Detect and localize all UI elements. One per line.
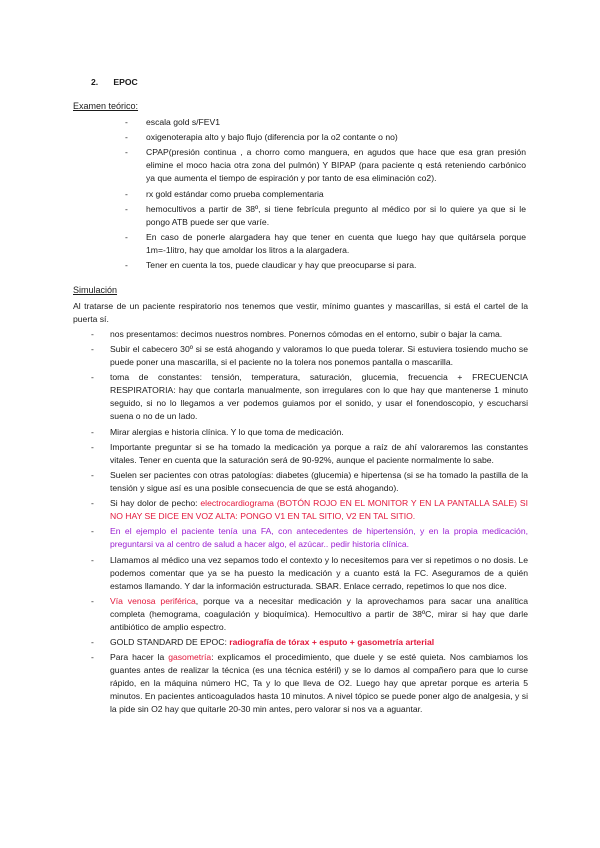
- list-item: - Si hay dolor de pecho: electrocardiograma (BOTÓN ROJO EN EL MONITOR Y EN LA PANTALLA SALE) SI NO HAY SE DICE EN VOZ ALTA: PONGO V1 EN TAL SITIO, V2 EN TAL SITIO.: [91, 498, 528, 522]
- examen-list: [125, 116, 526, 274]
- list-item: - Suelen ser pacientes con otras patologías: diabetes (glucemia) e hipertensa (si se ha tomado la pastilla de la tensión y sigue así es una posible consecuencia de que se está ahogando).: [91, 469, 528, 493]
- list-item: - Importante preguntar si se ha tomado la medicación ya porque a raíz de ahí valoraremos las constantes vitales. Tener en cuenta que la saturación será de 90-92%, aunque el paciente normalmente lo sabe.: [91, 441, 528, 465]
- simulacion-intro: Al tratarse de un paciente respiratorio nos tenemos que vestir, mínimo guantes y mascarillas, si está el cartel de la puerta sí.: [73, 301, 528, 324]
- list-item: - Llamamos al médico una vez sepamos todo el contexto y lo necesitemos para ver si repetimos o no dosis. Le podemos comentar que ya se ha puesto la medicación y a cuanto está la FC. Aseguramos de a quién estamos llamando. Y dar la información estructurada. SBAR. Enlace cerrado, repetimos lo que nos dice.: [91, 554, 528, 591]
- section-title: EPOC: [113, 77, 138, 87]
- list-item: - Tener en cuenta la tos, puede claudicar y hay que preocuparse si para.: [125, 260, 417, 271]
- list-item: - CPAP(presión continua , a chorro como manguera, en agudos que hace que esa gran presión elimine el moco hacia otra zona del pulmón) Y BIPAP (para paciente q está reteniendo carbónico ya que aumenta el tiempo de espiración y por tanto de esa eliminación co2).: [125, 147, 526, 184]
- list-item: - Vía venosa periférica, porque va a necesitar medicación y la aprovechamos para sacar una analítica completa (hemograma, coagulación y bioquímica). Hemocultivo a partir de 38ºC, mirar si hay que darle antibiótico de amplio espectro.: [91, 595, 529, 632]
- list-item: - escala gold s/FEV1: [125, 117, 221, 127]
- list-item: - En caso de ponerle alargadera hay que tener en cuenta que luego hay que quitársela porque 1m=-1litro, hay que amoldar los litros a la alargadera.: [125, 231, 526, 255]
- section-heading: [91, 76, 138, 89]
- list-item: - nos presentamos: decimos nuestros nombres. Ponernos cómodas en el entorno, subir o bajar la cama.: [91, 329, 503, 339]
- list-item: - GOLD STANDARD DE EPOC: radiografía de tórax + esputo + gasometría arterial: [91, 636, 435, 647]
- list-item: - toma de constantes: tensión, temperatura, saturación, glucemia, frecuencia + FRECUENCIA RESPIRATORIA: hay que contarla manualmente, son irregulares con lo que hay que mantenerse 1 minuto seguido, si no lo llegamos a ver podemos guiamos por el sonido, y usar el fonendoscopio, y escucharsi suena o no de un lado.: [91, 372, 528, 422]
- examen-heading: Examen teórico:: [73, 101, 139, 111]
- list-item: - hemocultivos a partir de 38º, si tiene febrícula pregunto al médico por si lo quiere ya que si le pongo ATB puede ser que varíe.: [125, 203, 526, 227]
- list-item: - Mirar alergias e historia clínica. Y lo que toma de medicación.: [91, 426, 344, 437]
- list-item: - Para hacer la gasometría: explicamos el procedimiento, que duele y se esté quieta. Nos cambiamos los guantes antes de realizar la técnica (es una técnica estéril) y se lo damos al compañero para que lo curse rápido, en la máquina número HC, Ta y lo que lleva de O2. Luego hay que apretar porque es arteria 5 minutos. En pacientes anticoagulados hasta 10 minutos. A nivel tópico se puede poner algo de analgesia, y si la pide sin O2 hay que quitarle 20-30 min antes, pero valorar si nos va a aguantar.: [91, 652, 528, 715]
- simulacion-heading: Simulación: [73, 285, 118, 295]
- section-number: 2.: [91, 77, 99, 87]
- simulacion-list: [91, 328, 529, 718]
- list-item: - rx gold estándar como prueba complementaria: [125, 188, 324, 199]
- list-item: - Subir el cabecero 30º si se está ahogando y valoramos lo que pueda tolerar. Si estuviera tosiendo mucho se puede poner una mascarilla, si el paciente no la tolera nos ponemos pantalla o mascarilla.: [91, 344, 528, 368]
- list-item: - oxigenoterapia alto y bajo flujo (diferencia por la o2 contante o no): [125, 132, 398, 143]
- list-item: - En el ejemplo el paciente tenía una FA, con antecedentes de hipertensión, y en la propia medicación, preguntarsi va al centro de salud a hacer algo, el azúcar.. pedir historia clínica.: [91, 526, 528, 550]
